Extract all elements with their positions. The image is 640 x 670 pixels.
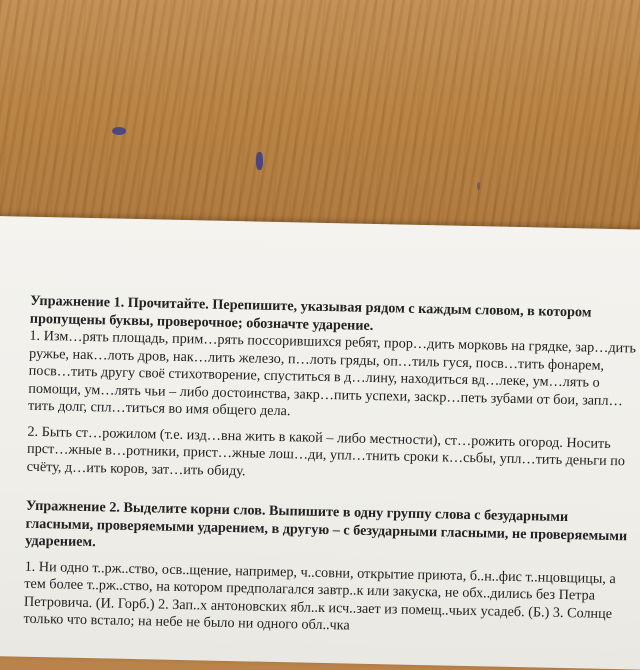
wooden-table-background: [0, 0, 640, 250]
printed-worksheet-sheet: [0, 216, 640, 670]
ink-stain-icon: [477, 182, 480, 190]
exercise-1-heading: Упражнение 1. Прочитайте. Перепишите, указывая рядом с каждым словом, в котором пропущены буквы, проверочное; обозначте ударение.: [29, 292, 592, 334]
ink-stain-icon: [256, 152, 263, 170]
exercise-1-paragraph-2: 2. Быть ст…рожилом (т.е. изд…вна жить в какой – либо местности), ст…рожить огород. Носить прст…жные в…ротники, прист…жные лош…ди, упл…тнить сроки к…сьбы, упл…тить деньги по счёту, д…ить коров, зат…ить обиду.: [26, 423, 626, 479]
ink-stain-icon: [112, 127, 126, 135]
worksheet-content: [23, 293, 640, 641]
exercise-2-paragraph-1: 1. Ни одно т..рж..ство, осв..щение, например, ч..совни, открытие приюта, б..н..фис т..нцовщицы, а тем более т..рж..ство, на котором предполагался завтр..к или закуска, не обх..дились без Петра Петровича. (И. Горб.) 2. Зап..х антоновских ябл..к исч..зает из помещ..чьих усадеб. (Б.) 3. Солнце только что встало; на небе не было ни одного обл..чка: [23, 558, 616, 634]
exercise-1-paragraph-1: 1. Изм…рять площадь, прим…рять поссорившихся ребят, прор…дить морковь на грядке, зар…дить ружье, нак…лоть дров, нак…лить железо, п…лоть гряды, оп…тиль гуся, посв…тить фонарем, посв…тить другу своё стихотворение, спуститься в д…лину, находиться вд…леке, ум…лять о помощи, ум…лять чьи – либо достоинства, закр…пить успехи, заскр…петь зубами от бои, запл…тить долг, спл…титься во имя общего дела.: [27, 327, 637, 420]
exercise-2-heading: Упражнение 2. Выделите корни слов. Выпишите в одну группу слова с безударными гласными, проверяемыми ударением, в другую – с безударными гласными, не проверяемыми ударением.: [25, 497, 628, 551]
